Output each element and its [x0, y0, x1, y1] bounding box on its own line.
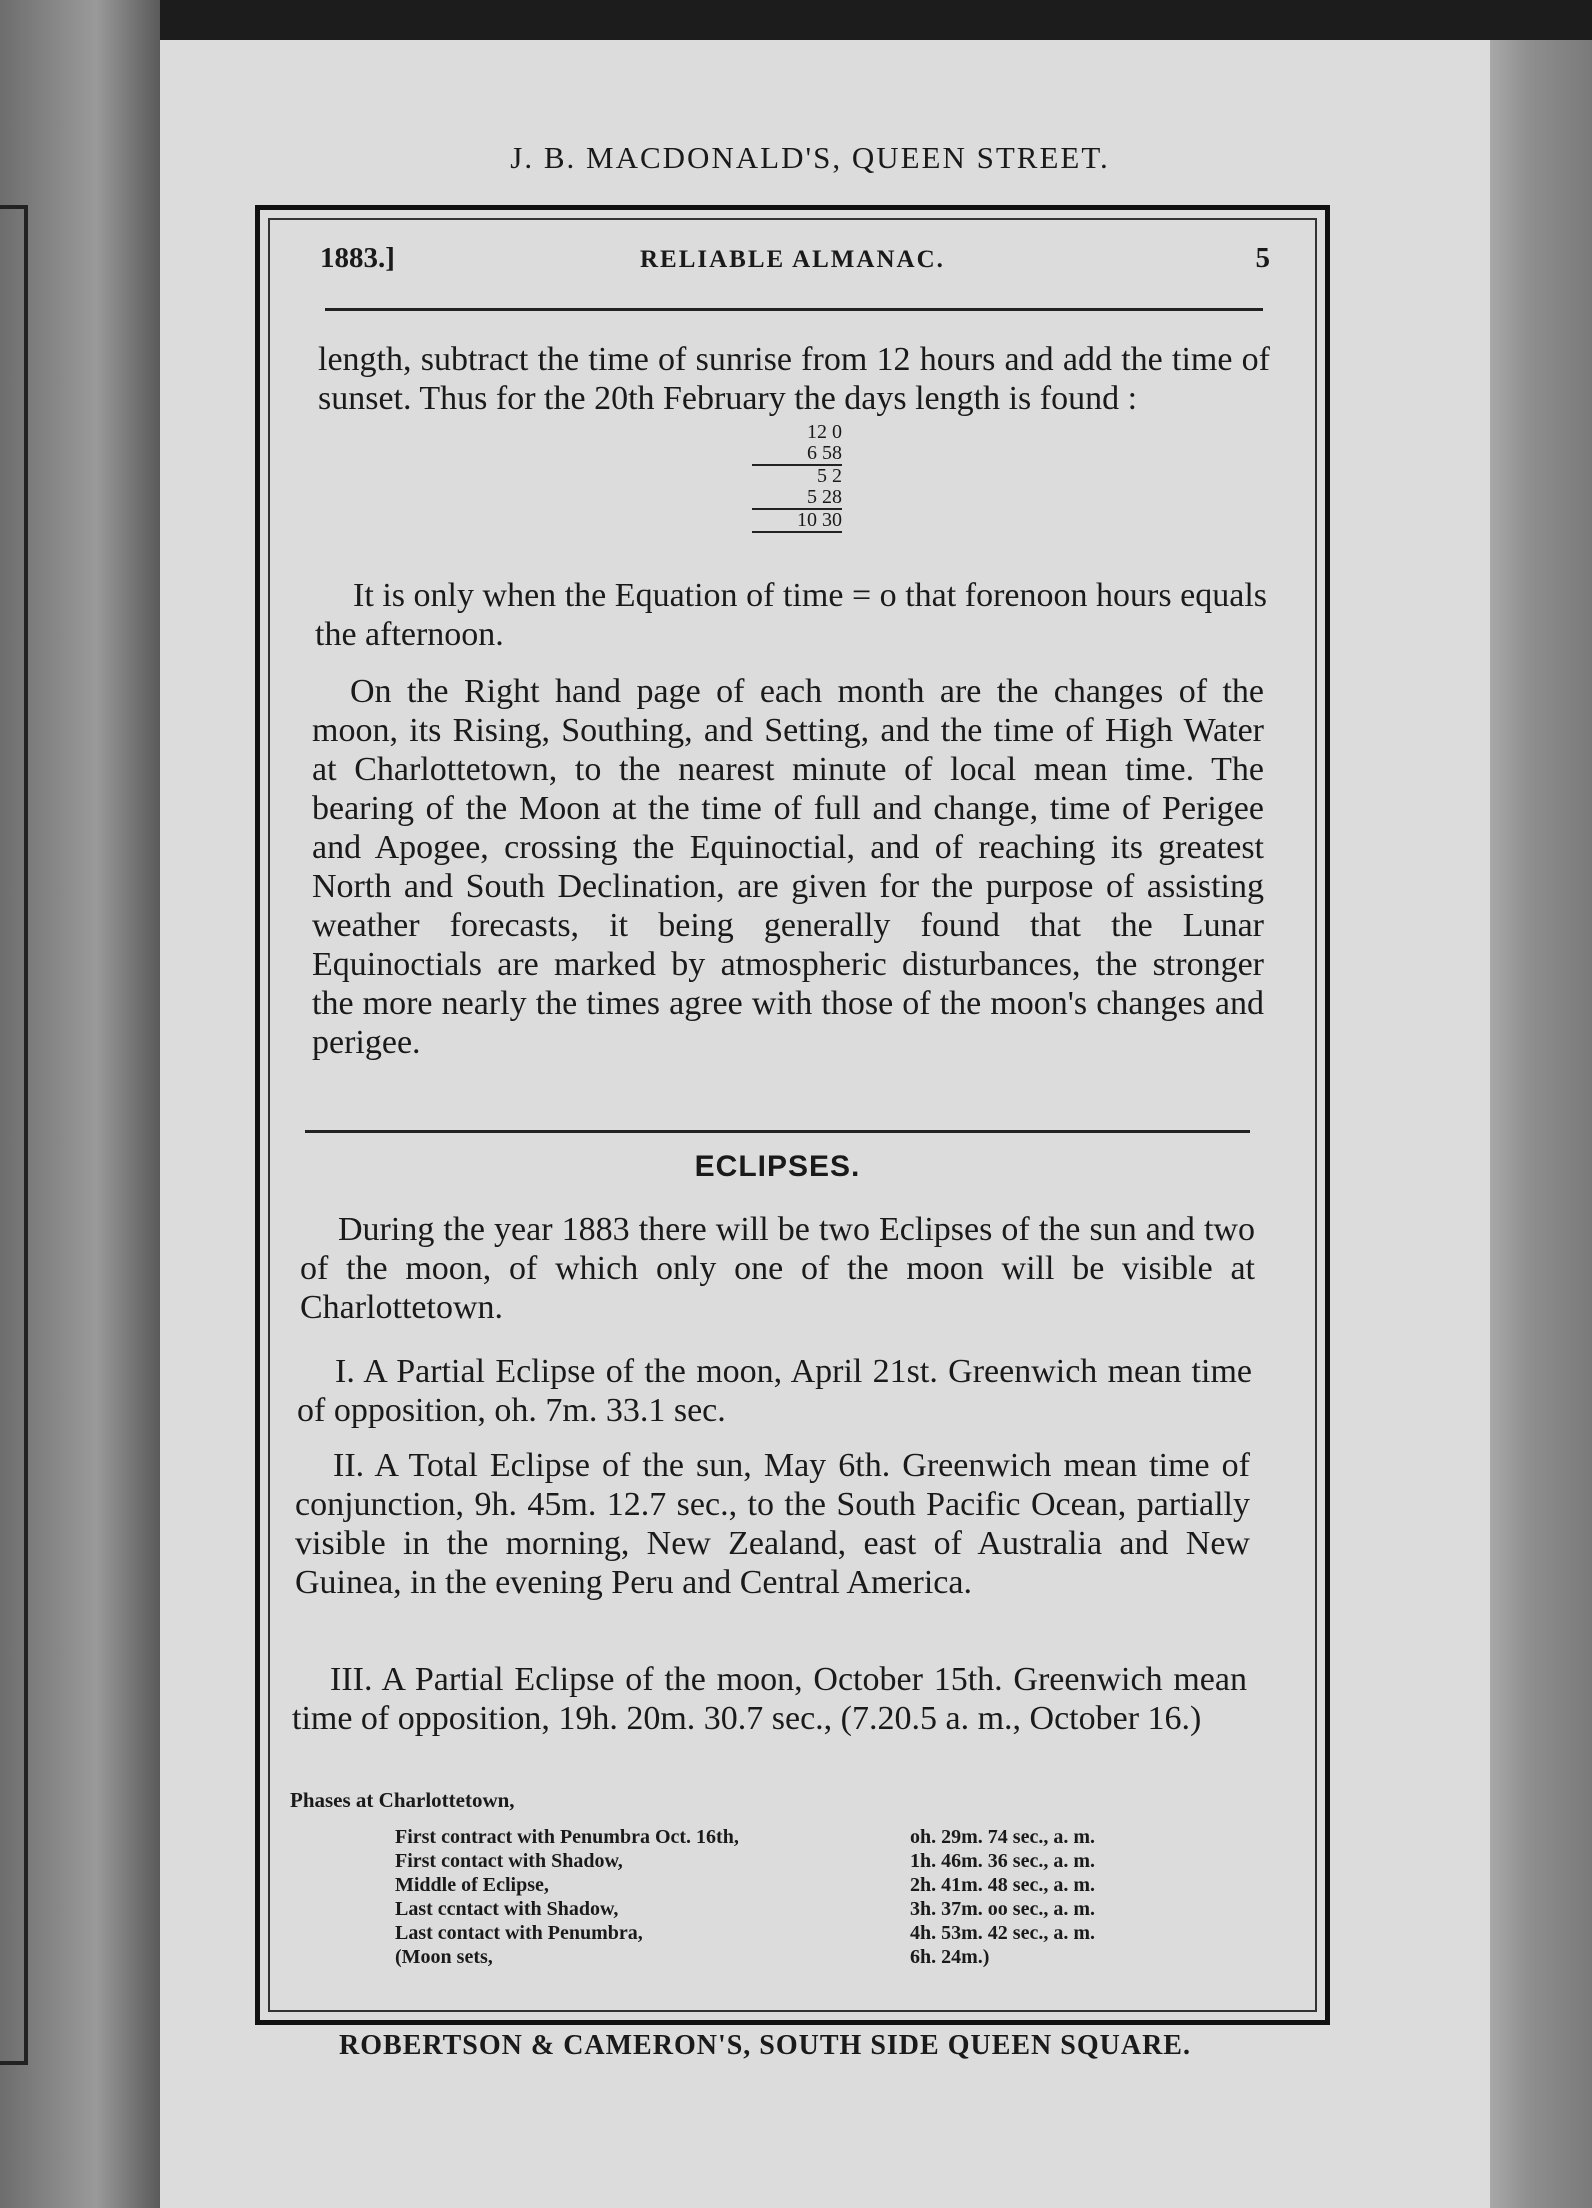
phase-time: 1h. 46m. 36 sec., a. m. [910, 1850, 1095, 1872]
phase-row [395, 1850, 1275, 1872]
facing-page-border [0, 205, 28, 2065]
phase-label: Last contact with Penumbra, [395, 1922, 643, 1944]
phase-label: First contract with Penumbra Oct. 16th, [395, 1826, 739, 1848]
calc-line: 10 30 [752, 510, 842, 533]
phase-row [395, 1922, 1275, 1944]
phase-row [395, 1874, 1275, 1896]
eclipses-intro: During the year 1883 there will be two Eclipses of the sun and two of the moon, of which only one of the moon will be visible at Charlottetown. [300, 1211, 1255, 1326]
day-length-calculation [752, 422, 842, 533]
calc-line: 6 58 [752, 443, 842, 466]
phase-label: Middle of Eclipse, [395, 1874, 549, 1896]
page-header [320, 242, 1270, 284]
eclipse-item: III. A Partial Eclipse of the moon, October 15th. Greenwich mean time of opposition, 19h. 20m. 30.7 sec., (7.20.5 a. m., October 16.) [292, 1661, 1247, 1737]
calc-line: 5 2 [817, 465, 842, 487]
eclipse-item: I. A Partial Eclipse of the moon, April 21st. Greenwich mean time of opposition, oh. 7m. 33.1 sec. [297, 1353, 1252, 1429]
page-number: 5 [1255, 242, 1270, 274]
section-rule [305, 1130, 1250, 1133]
paragraph-equation-of-time: It is only when the Equation of time = o that forenoon hours equals the afternoon. [315, 577, 1267, 653]
calc-line: 12 0 [807, 421, 842, 443]
header-year: 1883.] [320, 242, 395, 274]
phase-time: 2h. 41m. 48 sec., a. m. [910, 1874, 1095, 1896]
running-head: J. B. MACDONALD'S, QUEEN STREET. [510, 140, 1110, 175]
phase-label: Last ccntact with Shadow, [395, 1898, 619, 1920]
phase-row [395, 1898, 1275, 1920]
phase-label: First contact with Shadow, [395, 1850, 623, 1872]
phase-time: 6h. 24m.) [910, 1946, 990, 1968]
phase-row [395, 1946, 1275, 1968]
phase-time: oh. 29m. 74 sec., a. m. [910, 1826, 1095, 1848]
header-rule [325, 308, 1263, 311]
page-edge [1490, 40, 1592, 2208]
phases-heading: Phases at Charlottetown, [290, 1788, 515, 1812]
eclipses-heading: ECLIPSES. [694, 1150, 861, 1183]
paragraph-moon-changes: On the Right hand page of each month are the changes of the moon, its Rising, Southing, and Setting, and the time of High Water at Charlottetown, to the nearest minute of local mean time. The bearing of the Moon at the time of full and change, time of Perigee and Apogee, crossing the Equinoctial, and of reaching its greatest North and South Declination, are given for the purpose of assisting weather forecasts, it being generally found that the Lunar Equinoctials are marked by atmospheric disturbances, the stronger the more nearly the times agree with those of the moon's changes and perigee. [312, 673, 1264, 1061]
eclipse-item: II. A Total Eclipse of the sun, May 6th. Greenwich mean time of conjunction, 9h. 45m. 12.7 sec., to the South Pacific Ocean, partially visible in the morning, New Zealand, east of Australia and New Guinea, in the evening Peru and Central America. [295, 1447, 1250, 1601]
phase-row [395, 1826, 1275, 1848]
footer-advert: ROBERTSON & CAMERON'S, SOUTH SIDE QUEEN SQUARE. [339, 2030, 1191, 2061]
phase-time: 4h. 53m. 42 sec., a. m. [910, 1922, 1095, 1944]
paragraph-day-length: length, subtract the time of sunrise from 12 hours and add the time of sunset. Thus for the 20th February the days length is found : [318, 341, 1270, 417]
phase-label: (Moon sets, [395, 1946, 493, 1968]
calc-line: 5 28 [752, 487, 842, 510]
header-title: RELIABLE ALMANAC. [640, 246, 945, 273]
phase-time: 3h. 37m. oo sec., a. m. [910, 1898, 1095, 1920]
